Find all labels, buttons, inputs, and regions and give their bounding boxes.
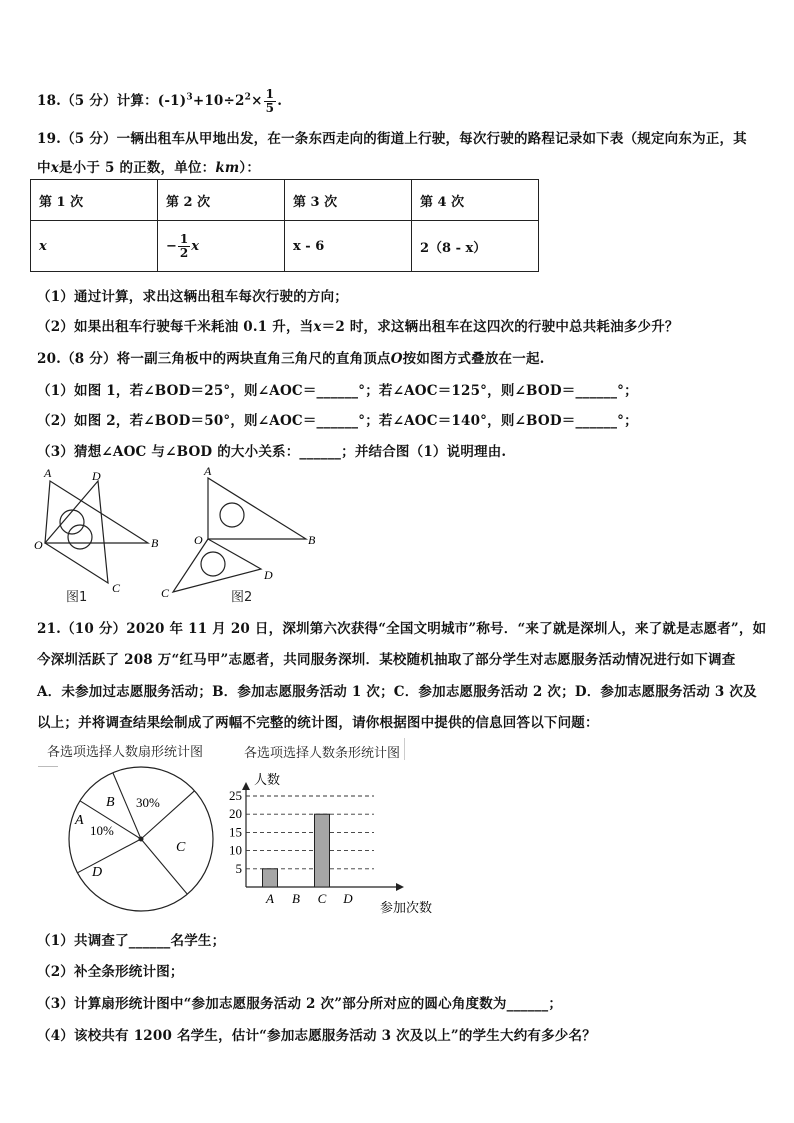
table-header: 第 2 次 (158, 180, 285, 221)
q19-record-table (30, 179, 539, 272)
fig1-label-c: C (112, 581, 121, 595)
pie-slice-label-c: C (176, 840, 186, 855)
bar-c (315, 814, 330, 887)
q20-sub1: （1）如图 1，若∠BOD＝25°，则∠AOC＝______°；若∠AOC＝125°，则∠BOD＝______°； (37, 383, 638, 399)
q21-line2: 今深圳活跃了 208 万“红马甲”志愿者，共同服务深圳．某校随机抽取了部分学生对志愿服务活动情况进行如下调查 (37, 652, 736, 668)
y-tick-label: 10 (229, 842, 242, 858)
pie-slice-label-a: A (75, 813, 84, 828)
fig2-label-a: A (204, 464, 212, 478)
pie-slice-percent-a: 10% (90, 823, 114, 838)
fig2-triangle-cod (173, 539, 261, 592)
fig1-label-o: O (34, 538, 43, 552)
x-tick-label: B (292, 891, 300, 906)
title-underline (38, 766, 58, 767)
figure-2 (158, 462, 318, 602)
x-tick-label: D (343, 891, 353, 906)
table-cell: − $\frac{1}{2}$ x (158, 221, 285, 272)
bar-chart-title: 各选项选择人数条形统计图 (244, 746, 401, 761)
fig1-caption: 图1 (66, 590, 88, 605)
pie-center (139, 837, 144, 842)
q19-sub2: （2）如果出租车行驶每千米耗油 0.1 升，当x＝2 时，求这辆出租车在这四次的行驶中总共耗油多少升？ (37, 319, 679, 335)
figure-1 (32, 462, 172, 602)
fig1-label-a: A (44, 466, 52, 480)
fig1-label-d: D (92, 469, 101, 483)
fig1-circle-2 (68, 525, 92, 549)
bar-a (263, 869, 278, 887)
y-tick-label: 15 (229, 824, 242, 840)
q21-line4: 以上；并将调查结果绘制成了两幅不完整的统计图，请你根据图中提供的信息回答以下问题： (37, 715, 599, 731)
q20-sub2: （2）如图 2，若∠BOD＝50°，则∠AOC＝______°；若∠AOC＝140°，则∠BOD＝______°； (37, 413, 638, 429)
q20-line1: 20.（8 分）将一副三角板中的两块直角三角尺的直角顶点O按如图方式叠放在一起. (37, 351, 545, 367)
x-axis-arrow (396, 883, 404, 891)
fig2-circle-2 (201, 552, 225, 576)
table-header: 第 1 次 (31, 180, 158, 221)
q21-sub1: （1）共调查了______名学生； (37, 933, 226, 949)
pie-chart (60, 766, 230, 922)
q20-sub3: （3）猜想∠AOC 与∠BOD 的大小关系：______；并结合图（1）说明理由. (37, 444, 507, 460)
fig1-triangle-doc (45, 481, 108, 583)
pie-slice-label-d: D (92, 865, 103, 880)
q18-fraction: $\frac{1}{5}$ (265, 87, 275, 115)
x-tick-label: A (266, 891, 274, 906)
x-tick-label: C (317, 891, 327, 906)
fig2-label-c: C (161, 586, 170, 600)
table-cell: x - 6 (285, 221, 412, 272)
fig2-label-b: B (308, 533, 316, 547)
fig2-label-d: D (264, 568, 273, 582)
q19-line2: 中x是小于 5 的正数，单位：km）： (37, 160, 261, 176)
fig1-label-b: B (151, 536, 159, 550)
fig2-label-o: O (194, 533, 203, 547)
y-tick-label: 5 (235, 860, 242, 876)
y-tick-label: 20 (229, 806, 242, 822)
q21-sub4: （4）该校共有 1200 名学生，估计“参加志愿服务活动 3 次及以上”的学生大约有多少名？ (37, 1028, 596, 1044)
q19-sub1: （1）通过计算，求出这辆出租车每次行驶的方向； (37, 289, 348, 305)
pie-slice-percent-b: 30% (136, 795, 160, 810)
pie-chart-title: 各选项选择人数扇形统计图 (47, 745, 204, 760)
q18-line: 18.（5 分）计算：$(-1)^3+10\div 2^2\times$ $\frac{1}{5}$ . (37, 87, 283, 115)
table-cell: x (31, 221, 158, 272)
y-tick-label: 25 (229, 788, 242, 803)
pie-slice-label-b: B (106, 795, 115, 810)
fig2-circle-1 (220, 503, 244, 527)
y-axis-arrow (242, 782, 250, 790)
pie-slice-boundary (77, 839, 141, 873)
table-header: 第 3 次 (285, 180, 412, 221)
bar-chart-xlabel: 参加次数 (380, 900, 433, 915)
q21-line3: A．未参加过志愿服务活动；B．参加志愿服务活动 1 次；C．参加志愿服务活动 2 次；D．参加志愿服务活动 3 次及 (37, 684, 757, 700)
bar-chart (222, 766, 452, 922)
q21-sub3: （3）计算扇形统计图中“参加志愿服务活动 2 次”部分所对应的圆心角度数为______； (37, 996, 563, 1012)
panel-divider (404, 738, 405, 760)
q21-sub2: （2）补全条形统计图； (37, 964, 184, 980)
q21-line1: 21.（10 分）2020 年 11 月 20 日，深圳第六次获得“全国文明城市”称号．“来了就是深圳人，来了就是志愿者”，如 (37, 621, 767, 637)
fig1-triangle-aob (45, 481, 148, 543)
bar-chart-ylabel: 人数 (254, 772, 281, 787)
table-header: 第 4 次 (412, 180, 539, 221)
fig2-caption: 图2 (231, 590, 253, 605)
fig2-triangle-aob (208, 478, 306, 539)
table-cell: 2（8 - x） (412, 221, 539, 272)
q19-line1: 19.（5 分）一辆出租车从甲地出发，在一条东西走向的街道上行驶，每次行驶的路程记录如下表（规定向东为正，其 (37, 131, 747, 147)
